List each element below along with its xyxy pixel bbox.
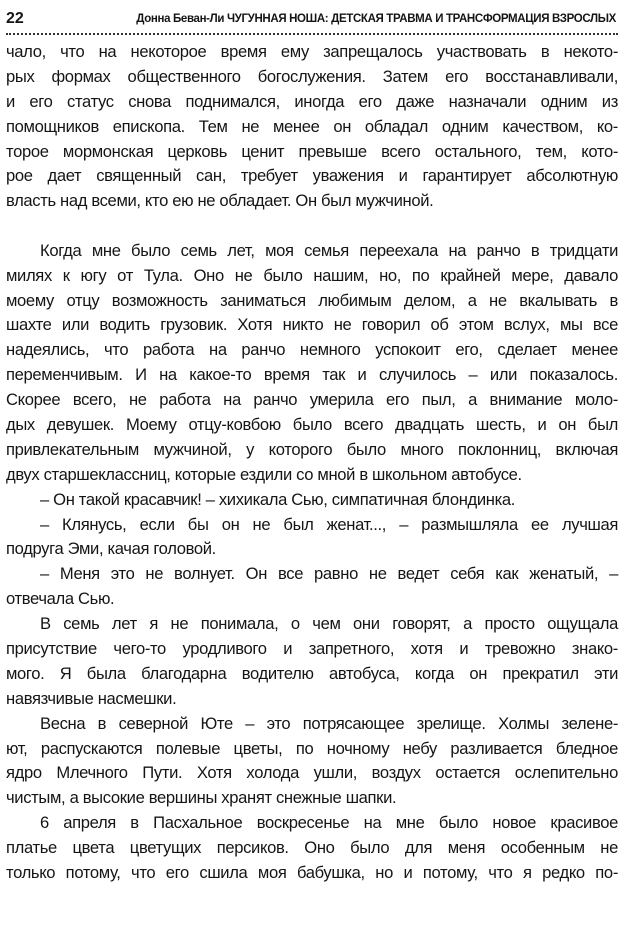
header-divider bbox=[6, 33, 618, 35]
text-line: Весна в северной Юте – это потрясающее зрелище. Холмы зелене- bbox=[40, 713, 618, 733]
text-line: переменчивым. И на какое-то время так и случилось – или показалось. bbox=[6, 365, 618, 385]
body-text bbox=[6, 40, 618, 886]
text-line: Скорее всего, не работа на ранчо умерила его пыл, а внимание моло- bbox=[6, 390, 618, 410]
paragraph bbox=[6, 40, 618, 214]
paragraph bbox=[6, 488, 618, 513]
paragraph bbox=[6, 612, 618, 712]
page-header bbox=[6, 8, 618, 30]
text-line: милях к югу от Тула. Оно не было нашим, но, по крайней мере, давало bbox=[6, 265, 618, 285]
paragraph bbox=[6, 811, 618, 886]
text-line: рых формах общественного богослужения. Затем его восстанавливали, bbox=[6, 66, 618, 86]
text-line: мого. Я была благодарна водителю автобуса, когда он прекратил эти bbox=[6, 663, 618, 683]
text-line: моему отцу возможность заниматься любимым делом, а не вкалывать в bbox=[6, 290, 618, 310]
text-line: власть над всеми, кто ею не обладает. Он был мужчиной. bbox=[6, 191, 434, 211]
paragraph bbox=[6, 513, 618, 563]
text-line: привлекательным мужчиной, у которого было много поклонниц, включая bbox=[6, 439, 618, 459]
text-line: помощников епископа. Тем не менее он обладал одним качеством, ко- bbox=[6, 116, 618, 136]
paragraph-gap bbox=[6, 214, 618, 239]
text-line: надеялись, что работа на ранчо немного успокоит его, сделает менее bbox=[6, 340, 618, 360]
text-line: Когда мне было семь лет, моя семья переехала на ранчо в тридцати bbox=[40, 240, 618, 260]
text-line: рое дает священный сан, требует уважения и гарантирует абсолютную bbox=[6, 166, 618, 186]
text-line: платье цвета цветущих персиков. Оно было для меня особенным не bbox=[6, 838, 618, 858]
paragraph bbox=[6, 562, 618, 612]
text-line: В семь лет я не понимала, о чем они говорят, а просто ощущала bbox=[40, 614, 618, 634]
text-line: и его статус снова поднимался, иногда его даже назначали одним из bbox=[6, 91, 618, 111]
text-line: дых девушек. Моему отцу-ковбою было всего двадцать шесть, и он был bbox=[6, 414, 618, 434]
text-line: ядро Млечного Пути. Хотя холода ушли, воздух остается ослепительно bbox=[6, 763, 618, 783]
text-line: – Клянусь, если бы он не был женат..., – размышляла ее лучшая bbox=[40, 514, 618, 534]
text-line: только потому, что его сшила моя бабушка, но и потому, что я редко по- bbox=[6, 863, 618, 882]
page-number: 22 bbox=[6, 10, 24, 27]
text-line: – Он такой красавчик! – хихикала Сью, симпатичная блондинка. bbox=[40, 489, 515, 509]
text-line: 6 апреля в Пасхальное воскресенье на мне было новое красивое bbox=[40, 813, 618, 833]
text-line: навязчивые насмешки. bbox=[6, 688, 177, 708]
text-line: двух старшеклассниц, которые ездили со мной в школьном автобусе. bbox=[6, 464, 522, 484]
text-line: подруга Эми, качая головой. bbox=[6, 539, 216, 559]
running-title: Донна Беван-Ли ЧУГУННАЯ НОША: ДЕТСКАЯ ТРАВМА И ТРАНСФОРМАЦИЯ ВЗРОСЛЫХ bbox=[136, 13, 616, 25]
text-line: отвечала Сью. bbox=[6, 589, 115, 609]
paragraph bbox=[6, 712, 618, 812]
text-line: шахте или водить грузовик. Хотя никто не говорил об этом вслух, мы все bbox=[6, 315, 618, 335]
paragraph bbox=[6, 239, 618, 488]
text-line: чистым, а высокие вершины хранят снежные шапки. bbox=[6, 788, 397, 808]
text-line: чало, что на некоторое время ему запрещалось участвовать в некото- bbox=[6, 42, 618, 61]
text-line: присутствие чего-то уродливого и запретного, хотя и тревожно знако- bbox=[6, 638, 618, 658]
text-line: – Меня это не волнует. Он все равно не ведет себя как женатый, – bbox=[40, 564, 618, 584]
text-line: торое мормонская церковь ценит превыше всего остального, тем, кото- bbox=[6, 141, 618, 161]
text-line: ют, распускаются полевые цветы, по ночному небу разливается бледное bbox=[6, 738, 618, 758]
